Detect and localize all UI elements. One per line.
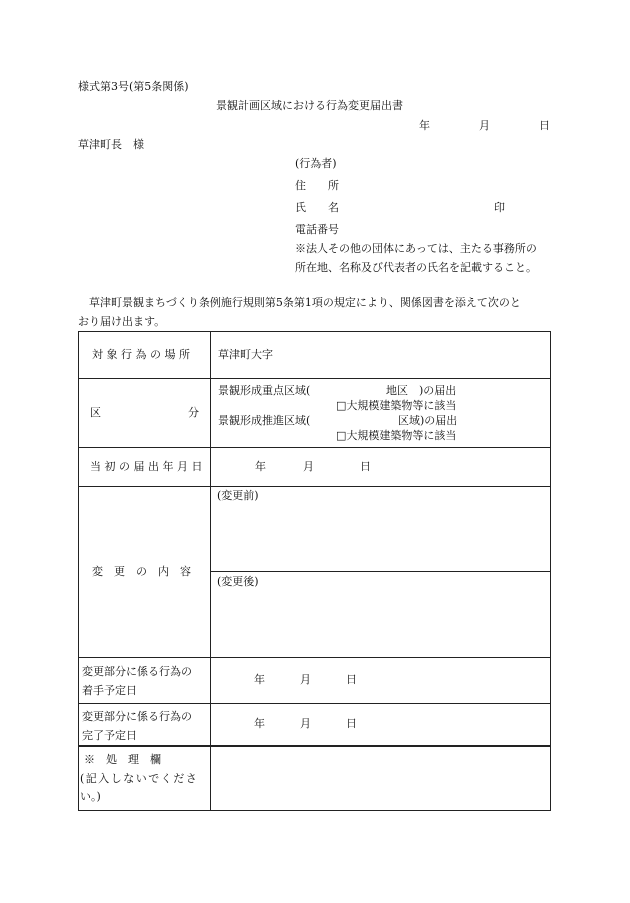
row-divider-thick <box>78 745 551 747</box>
priority-zone-label: 景観形成重点区域( <box>218 384 311 397</box>
applicant-note-1: ※法人その他の団体にあっては、主たる事務所の <box>295 242 537 255</box>
seal-mark: 印 <box>494 201 505 214</box>
processing-label: ※ 処 理 欄 <box>84 753 161 766</box>
end-year: 年 <box>254 717 265 730</box>
start-month: 月 <box>300 673 311 686</box>
row-divider <box>78 657 551 658</box>
end-date-label-2: 完了予定日 <box>82 729 137 742</box>
applicant-heading: (行為者) <box>295 157 337 170</box>
row-divider <box>78 447 551 448</box>
date-day: 日 <box>539 119 550 132</box>
location-value: 草津町大字 <box>218 348 273 361</box>
priority-zone-suffix: 地区 )の届出 <box>386 384 457 397</box>
start-year: 年 <box>254 673 265 686</box>
name-label: 氏 名 <box>295 201 339 214</box>
start-day: 日 <box>346 673 357 686</box>
processing-note-2: い。) <box>80 790 101 803</box>
applicant-note-2: 所在地、名称及び代表者の氏名を記載すること。 <box>295 261 537 274</box>
processing-note-1: (記入しないでくださ <box>80 772 199 785</box>
change-content-label: 変 更 の 内 容 <box>92 565 191 578</box>
initial-month: 月 <box>303 460 314 473</box>
end-day: 日 <box>346 717 357 730</box>
address-label: 住 所 <box>295 179 339 192</box>
before-after-divider <box>210 571 551 572</box>
large-building-check-2[interactable]: □大規模建築物等に該当 <box>336 429 457 442</box>
large-building-check-1[interactable]: □大規模建築物等に該当 <box>336 399 457 412</box>
promotion-zone-label: 景観形成推進区域( <box>218 414 311 427</box>
start-date-label-1: 変更部分に係る行為の <box>82 665 192 678</box>
form-number: 様式第3号(第5条関係) <box>78 80 189 93</box>
end-date-label-1: 変更部分に係る行為の <box>82 710 192 723</box>
body-text-line-2: おり届け出ます。 <box>78 315 166 328</box>
row-divider <box>78 703 551 704</box>
start-date-label-2: 着手予定日 <box>82 684 137 697</box>
category-label-right: 分 <box>188 406 199 419</box>
row-divider <box>78 486 551 487</box>
initial-date-label: 当 初 の 届 出 年 月 日 <box>90 460 203 473</box>
promotion-zone-suffix: 区域)の届出 <box>398 414 458 427</box>
category-label-left: 区 <box>90 406 101 419</box>
location-label: 対 象 行 為 の 場 所 <box>92 348 190 361</box>
initial-year: 年 <box>255 460 266 473</box>
row-divider <box>78 378 551 379</box>
end-month: 月 <box>300 717 311 730</box>
after-change-label: (変更後) <box>217 575 259 588</box>
date-year: 年 <box>419 119 430 132</box>
date-month: 月 <box>479 119 490 132</box>
before-change-label: (変更前) <box>217 489 259 502</box>
document-title: 景観計画区域における行為変更届出書 <box>216 99 403 112</box>
initial-day: 日 <box>360 460 371 473</box>
phone-label: 電話番号 <box>295 223 339 236</box>
addressee: 草津町長 様 <box>78 138 144 151</box>
body-text-line-1: 草津町景観まちづくり条例施行規則第5条第1項の規定により、関係図書を添えて次のと <box>89 296 521 309</box>
